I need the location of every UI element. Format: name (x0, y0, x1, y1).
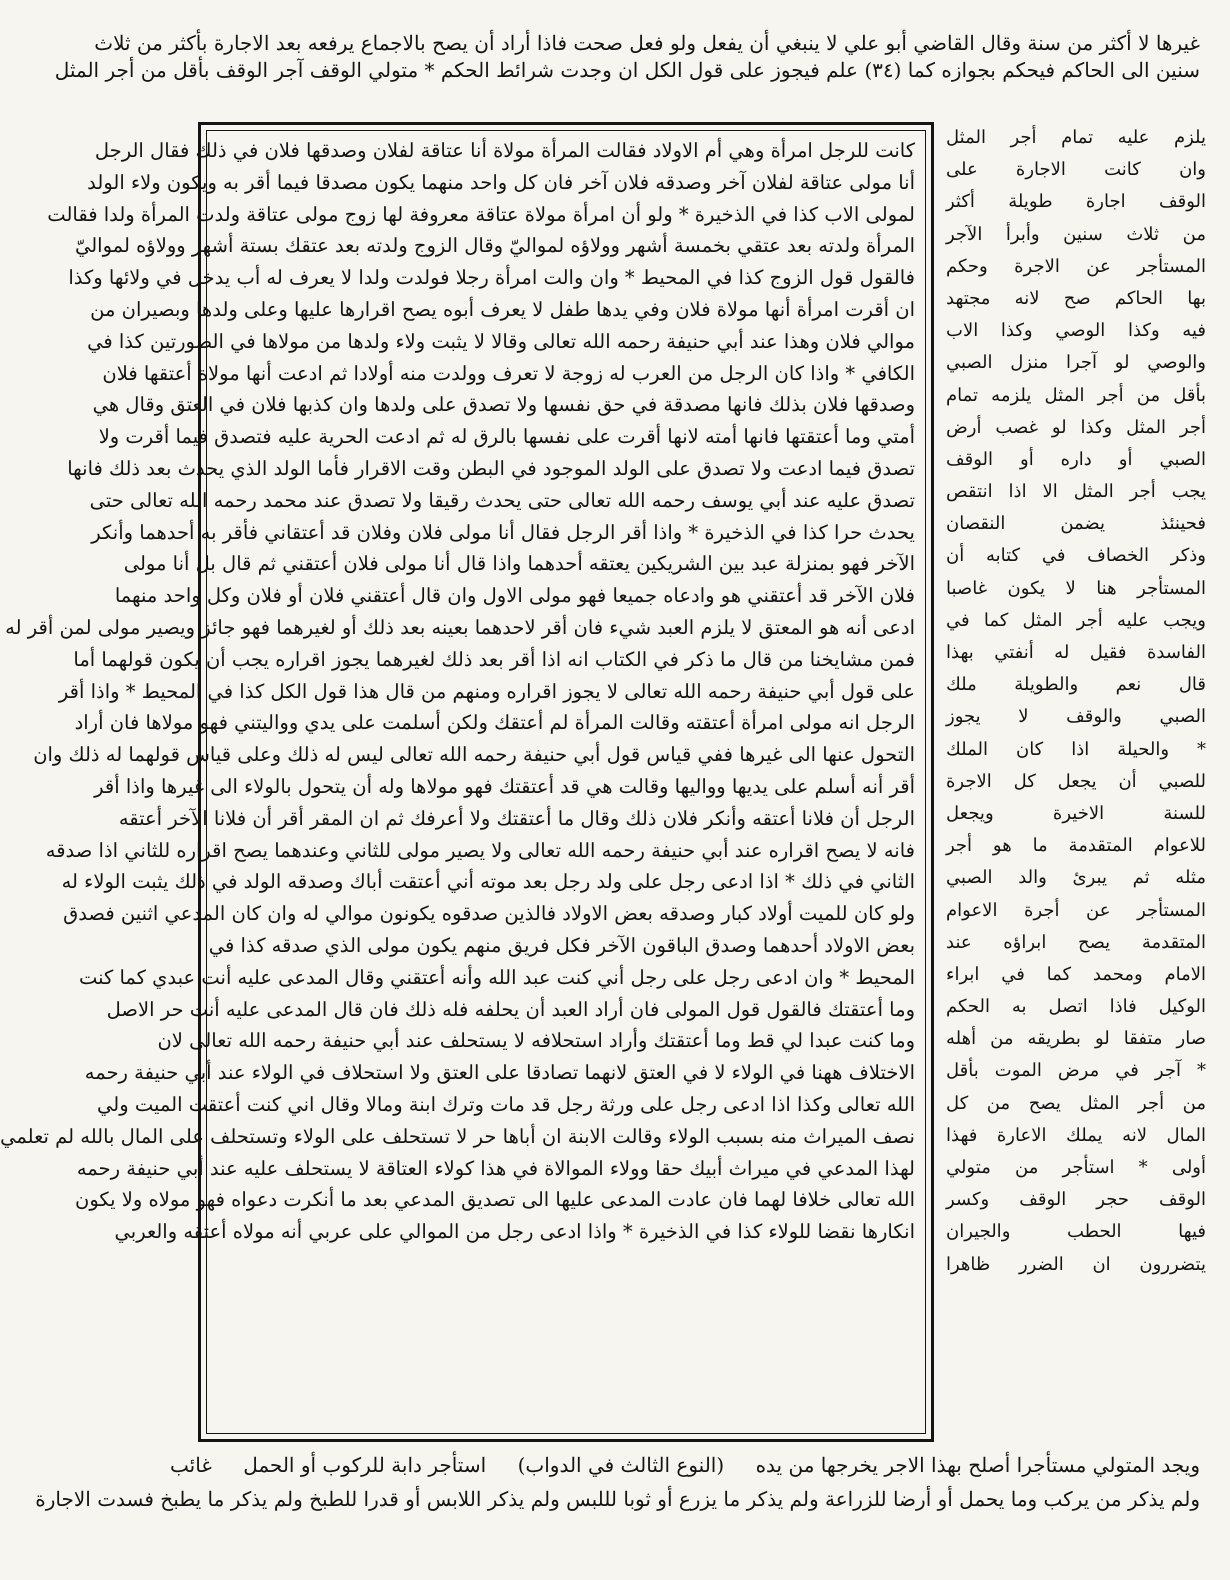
body-line: وصدقها فلان بذلك فانها مصدقة في حق نفسها ولا تصدق على ولدها وان كذبها فلان في العتق وقال هي (92, 393, 915, 417)
main-text-body (0, 130, 926, 1434)
footer-text-a: ويجد المتولي مستأجرا أصلح بهذا الاجر يخرجها من يده (755, 1453, 1200, 1477)
margin-line: يلزم عليه تمام أجر المثل (946, 127, 1206, 148)
body-line: كانت للرجل امرأة وهي أم الاولاد فقالت المرأة مولاة أنا عتاقة لفلان وصدقها فلان في ذلك فقال الرجل (94, 139, 915, 162)
margin-line: الفاسدة فقيل له أنفتي بهذا (946, 642, 1206, 663)
margin-line: بها الحاكم صح لانه مجتهد (946, 287, 1206, 309)
margin-line: أجر المثل وكذا لو غصب أرض (946, 416, 1206, 438)
page-footer-lines (35, 1448, 1200, 1516)
body-line: الله تعالى وكذا اذا ادعى رجل على ورثة رجل قد مات وترك ابنة ومالا وقال اني كنت أعتقت الميت ولي (97, 1092, 915, 1116)
body-line: فلان الآخر قد أعتقني هو وادعاه جميعا فهو مولى الاول وان قال أعتقني فلان أو فلان وكل واحد منهما (114, 584, 915, 608)
margin-line: فيها الحطب والجيران (946, 1221, 1206, 1243)
body-line: تصدق عليه عند أبي يوسف رحمه الله تعالى حتى يحدث رقيقا ولا تصدق عند محمد رحمه الله تعالى حتى (89, 488, 915, 512)
body-line: ادعى أنه هو المعتق لا يلزم العبد شيء فان أقر لاحدهما بعينه بعد ذلك أو لغيرهما فهو جائز ويصير مولى لمن أقر له (5, 615, 915, 639)
margin-line: فيه وكذا الوصي وكذا الاب (946, 320, 1206, 342)
margin-line: المال لانه يملك الاعارة فهذا (946, 1124, 1206, 1146)
margin-line: الامام ومحمد كما في ابراء (946, 963, 1206, 985)
body-line: التحول عنها الى غيرها ففي قياس قول أبي حنيفة رحمه الله تعالى ليس له ذلك وعلى قياس قولهما له ذلك وان (33, 743, 915, 767)
footer-line-1 (170, 1448, 1200, 1482)
body-line: فمن مشايخنا من قال ما ذكر في الكتاب انه اذا أقر بعد ذلك لغيرهما يجوز اقراره يجب أن يكون قولهما أما (73, 647, 915, 671)
body-line: موالي فلان وهذا عند أبي حنيفة رحمه الله تعالى وقالا لا يثبت ولاء ولدها من مولاها في الصورتين كذا في (87, 329, 915, 353)
main-text-frame (0, 122, 934, 1442)
margin-line: قال نعم والطويلة ملك (946, 674, 1206, 696)
margin-line: صار متفقا لو بطريقه من أهله (946, 1028, 1206, 1050)
footer-text-c: غائب (170, 1453, 212, 1477)
body-line: لمولى الاب كذا في الذخيرة * ولو أن امرأة مولاة عتاقة معروفة لها زوج مولى عتاقة ولدت المرأة ولدا فقالت (47, 202, 915, 226)
margin-line: والوصي لو آجرا منزل الصبي (946, 352, 1206, 374)
margin-line: الوقف حجر الوقف وكسر (946, 1189, 1206, 1211)
body-line: الكافي * واذا كان الرجل من العرب له زوجة لا تعرف وولدت منه أولادا ثم ادعت أنها مولاة أعتقها فلان (102, 361, 915, 385)
body-line: الثاني في ذلك * اذا ادعى رجل على ولد رجل بعد موته أني أعتقت أباك وصدقه الولد في ذلك يثبت الولاء له (61, 870, 915, 894)
margin-line: وذكر الخصاف في كتابه أن (946, 545, 1206, 567)
margin-line: للصبي أن يجعل كل الاجرة (946, 770, 1206, 792)
margin-line: من ثلاث سنين وأبرأ الآجر (946, 223, 1206, 245)
body-line: انكارها نقضا للولاء كذا في الذخيرة * واذا ادعى رجل من الموالي على عربي أنه مولاه أعتقه والعربي (114, 1220, 915, 1244)
footer-text-b: استأجر دابة للركوب أو الحمل (243, 1453, 487, 1477)
body-line: الرجل انه مولى امرأة أعتقته وقالت المرأة لم أعتقك ولكن أسلمت على يدي وواليتني فهو مولاها فان أراد (74, 711, 915, 735)
margin-line: * والحيلة اذا كان الملك (946, 738, 1206, 760)
margin-line: * آجر في مرض الموت بأقل (946, 1060, 1206, 1082)
body-line: الله تعالى خلافا لهما فان عادت المدعى عليها الى تصديق المدعي بعد ما أنكرت دعواه فهو مولاه ولا يكون (75, 1188, 915, 1212)
body-line: أقر أنه أسلم على يديها وواليها وقالت هي قد أعتقتك فهو مولاها وله أن يتحول بالولاء الى غيرها واذا أقر (94, 774, 915, 798)
margin-line: المستأجر هنا لا يكون غاصبا (946, 577, 1206, 599)
header-line-1: غيرها لا أكثر من سنة وقال القاضي أبو علي لا ينبغي أن يفعل ولو فعل صحت فاذا أراد أن يصح بالاجماع يرفعه بعد الاجارة بأكثر من ثلاث (94, 31, 1200, 55)
body-line: نصف الميراث منه بسبب الولاء وقالت الابنة ان أباها حر لا تستحلف على الولاء وتستحلف على المال بالله لم تعلمي (0, 1124, 915, 1148)
footer-line-2: ولم يذكر من يركب وما يحمل أو أرضا للزراعة ولم يذكر ما يزرع أو ثوبا لللبس ولم يذكر اللابس أو قدرا للطبخ ولم يذكر ما يطبخ فسدت الاجارة (35, 1487, 1200, 1511)
body-line: المحيط * وان ادعى رجل على رجل أني كنت عبد الله وأنه أعتقني وقال المدعى عليه أنت عبدي كما كنت (78, 965, 915, 989)
body-line: بعض الاولاد أحدهما وصدق الباقون الآخر فكل فريق منهم يكون مولى الذي صدقه كذا في (208, 933, 915, 957)
body-line: المرأة ولدته بعد عتقي بخمسة أشهر وولاؤه لمواليّ وقال الزوج ولدته بعد عتقك بستة أشهر وولاؤه لمواليّ (74, 234, 915, 258)
margin-line: يجب أجر المثل الا اذا انتقص (946, 481, 1206, 503)
margin-line: الوقف اجارة طويلة أكثر (946, 191, 1206, 213)
body-line: ان أقرت امرأة أنها مولاة فلان وفي يدها طفل لا يعرف أبوه يصح اقرارها عليها وعلى ولدها وبصيران من (90, 297, 915, 321)
margin-line: المتقدمة يصح ابراؤه عند (946, 931, 1206, 953)
margin-line: مثله ثم يبرئ والد الصبي (946, 867, 1206, 889)
margin-line: بأقل من أجر المثل يلزمه تمام (946, 384, 1206, 406)
body-line: أنا مولى عتاقة لفلان آخر وصدقه فلان آخر فان كل واحد منهما يكون مصدقا فيما أقر به ويكون ولاء الولد (87, 170, 915, 194)
margin-line: من أجر المثل يصح من كل (946, 1092, 1206, 1114)
margin-line: الصبي والوقف لا يجوز (946, 706, 1206, 728)
margin-line: الوكيل فاذا اتصل به الحكم (946, 996, 1206, 1018)
body-line: وما أعتقتك فالقول قول المولى فان أراد العبد أن يحلفه فله ذلك فان قال المدعى عليه أنت حر الاصل (106, 997, 915, 1021)
page-header-lines (54, 30, 1200, 84)
body-line: الآخر فهو بمنزلة عبد بين الشريكين يعتقه أحدهما واذا قال أنا مولى فلان أعتقني ثم قال بل أنا مولى (123, 552, 915, 576)
margin-line: للسنة الاخيرة ويجعل (946, 802, 1206, 824)
body-line: لهذا المدعي في ميراث أبيك حقا وولاء الموالاة في هذا كولاء العتاقة لا يستحلف عليه عند أبي حنيفة رحمه (76, 1156, 915, 1180)
margin-commentary (946, 122, 1206, 1452)
margin-line: وان كانت الاجارة على (946, 159, 1206, 181)
header-line-2: سنين الى الحاكم فيحكم بجوازه كما (٣٤) علم فيجوز على قول الكل ان وجدت شرائط الحكم * متولي الوقف آجر الوقف بأقل من أجر المثل (54, 58, 1200, 82)
body-line: وما كنت عبدا لي قط وما أعتقتك وأراد استحلافه لا يستحلف عند أبي حنيفة رحمه الله تعالى لان (157, 1029, 915, 1053)
body-line: فالقول قول الزوج كذا في المحيط * وان والت امرأة رجلا فولدت ولدا لا يعرف له أب يدخل في ولائها وكذا (68, 266, 915, 290)
body-line: يحدث حرا كذا في الذخيرة * واذا أقر الرجل فقال أنا مولى فلان وفلان قد أعتقاني فأقر به أحدهما وأنكر (91, 520, 915, 544)
margin-line: الصبي أو داره أو الوقف (946, 448, 1206, 470)
body-line: على قول أبي حنيفة رحمه الله تعالى لا يجوز اقراره ومنهم من قال هذا قول الكل كذا في المحيط * واذا أقر (58, 679, 915, 703)
margin-line: المستأجر عن الاجرة وحكم (946, 255, 1206, 277)
body-line: الرجل أن فلانا أعتقه وأنكر فلان ذلك وقال ما أعتقتك ولا أعرفك ثم ان المقر أقر أن فلانا الآخر أعتقه (118, 806, 915, 830)
margin-line: المستأجر عن أجرة الاعوام (946, 899, 1206, 921)
margin-line: فحينئذ يضمن النقصان (946, 513, 1206, 535)
margin-line: أولى * استأجر من متولي (946, 1157, 1206, 1178)
margin-line: يتضررون ان الضرر ظاهرا (946, 1253, 1206, 1275)
body-line: ولو كان للميت أولاد كبار وصدقه بعض الاولاد فالذين صدقوه يكونون موالي له وان كان المدعي اثنين فصدق (63, 902, 915, 926)
body-line: فانه لا يصح اقراره عند أبي حنيفة رحمه الله تعالى ولا يصير مولى للثاني وعندهما يصح اقراره للثاني اذا صدقه (45, 838, 915, 862)
body-line: تصدق فيما ادعت ولا تصدق على الولد الموجود في البطن وقت الاقرار فأما الولد الذي يحدث بعد ذلك فانها (67, 456, 915, 480)
section-heading: (النوع الثالث في الدواب) (517, 1453, 725, 1477)
body-line: أمتي وما أعتقتها فانها أمته لانها أقرت على نفسها بالرق له ثم ادعت الحرية عليه فتصدق فيما أقرت ولا (98, 425, 915, 449)
margin-line: ويجب عليه أجر المثل كما في (946, 609, 1206, 631)
body-line: الاختلاف ههنا في الولاء لا في العتق لانهما تصادقا على العتق ولا استحلاف في الولاء عند أبي حنيفة رحمه (84, 1061, 915, 1085)
margin-line: للاعوام المتقدمة ما هو أجر (946, 835, 1206, 857)
